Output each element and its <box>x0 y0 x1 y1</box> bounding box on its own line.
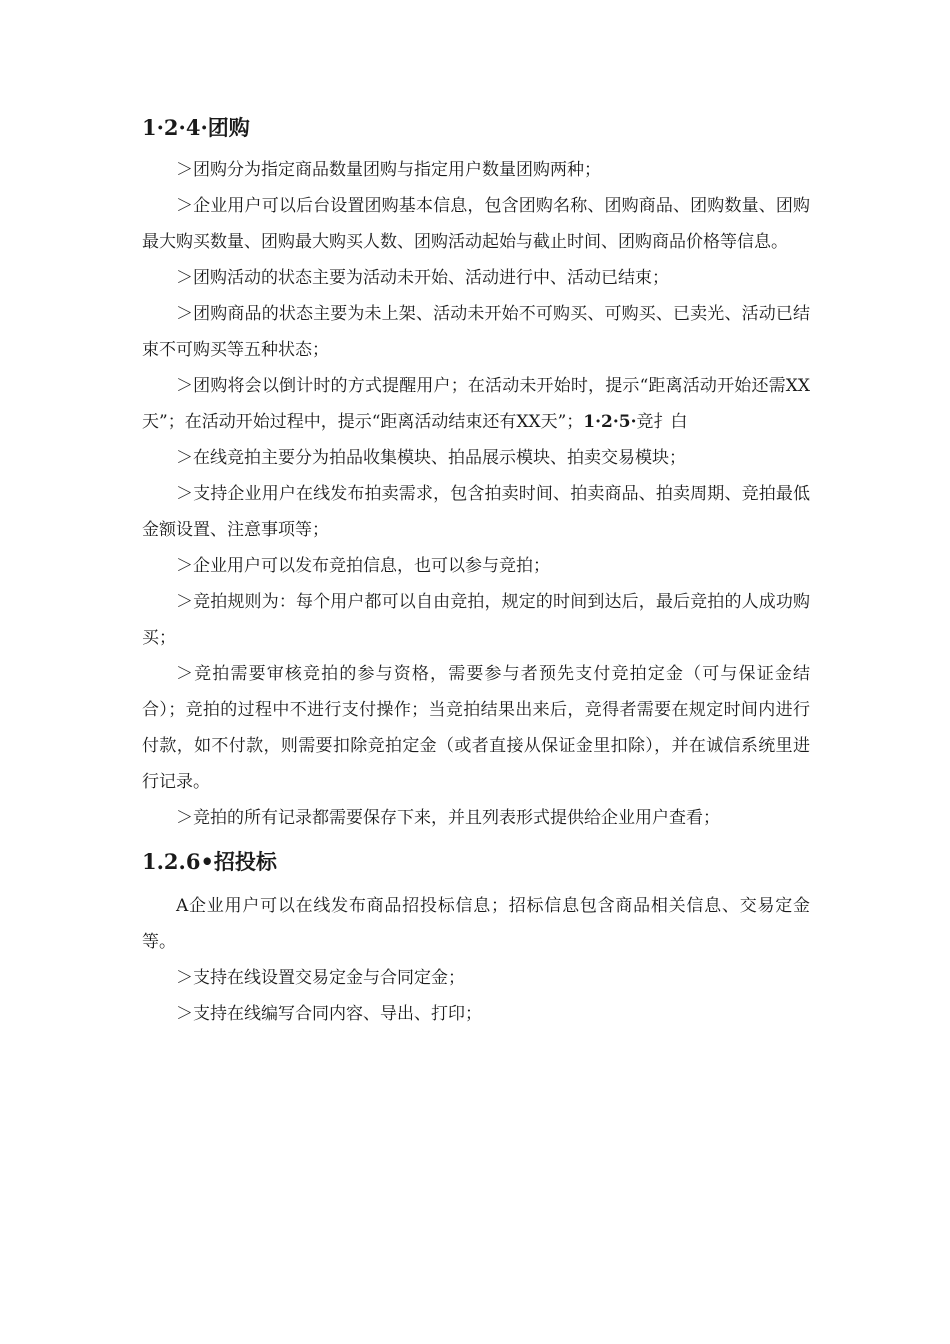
section-heading-group-buying <box>142 108 810 148</box>
paragraph: ＞支持在线编写合同内容、导出、打印； <box>176 1004 482 1024</box>
section-title: 招投标 <box>213 849 277 874</box>
paragraph: ＞竞拍的所有记录都需要保存下来，并且列表形式提供给企业用户查看； <box>176 808 720 828</box>
paragraph: ＞团购活动的状态主要为活动未开始、活动进行中、活动已结束； <box>176 268 669 288</box>
paragraph: A企业用户可以在线发布商品招投标信息；招标信息包含商品相关信息、交易定金等。 <box>142 896 810 952</box>
document-content <box>142 108 810 1032</box>
paragraph-with-inline-heading <box>142 368 810 440</box>
paragraph: ＞竞拍需要审核竞拍的参与资格，需要参与者预先支付竞拍定金（可与保证金结合）；竞拍的过程中不进行支付操作；当竞拍结果出来后，竞得者需要在规定时间内进行付款，如不付款，则需要扣除竞拍定金（或者直接从保证金里扣除），并在诚信系统里进行记录。 <box>142 664 810 792</box>
paragraph: ＞在线竞拍主要分为拍品收集模块、拍品展示模块、拍卖交易模块； <box>176 448 686 468</box>
section-title: 团购 <box>207 115 250 140</box>
paragraph: ＞团购商品的状态主要为未上架、活动未开始不可购买、可购买、已卖光、活动已结束不可购买等五种状态； <box>142 304 810 360</box>
section-number: 1.2.6• <box>142 849 214 874</box>
paragraph: ＞支持在线设置交易定金与合同定金； <box>176 968 465 988</box>
paragraph: ＞竞拍规则为：每个用户都可以自由竞拍，规定的时间到达后，最后竞拍的人成功购买； <box>142 592 810 648</box>
paragraph-text: ＞团购将会以倒计时的方式提醒用户；在活动未开始时，提示“距离活动开始还需XX天”；在活动开始过程中，提示“距离活动结束还有XX天”； <box>142 376 810 432</box>
paragraph: ＞企业用户可以后台设置团购基本信息，包含团购名称、团购商品、团购数量、团购最大购买数量、团购最大购买人数、团购活动起始与截止时间、团购商品价格等信息。 <box>142 196 810 252</box>
paragraph: ＞支持企业用户在线发布拍卖需求，包含拍卖时间、拍卖商品、拍卖周期、竞拍最低金额设置、注意事项等； <box>142 484 810 540</box>
section-heading-bidding <box>142 842 810 882</box>
section-number: 1·2·4· <box>142 115 208 140</box>
inline-section-number: 1·2·5· <box>583 412 637 432</box>
paragraph: ＞团购分为指定商品数量团购与指定用户数量团购两种； <box>176 160 601 180</box>
paragraph: ＞企业用户可以发布竞拍信息，也可以参与竞拍； <box>176 556 550 576</box>
inline-section-title: 竞扌白 <box>636 412 688 432</box>
